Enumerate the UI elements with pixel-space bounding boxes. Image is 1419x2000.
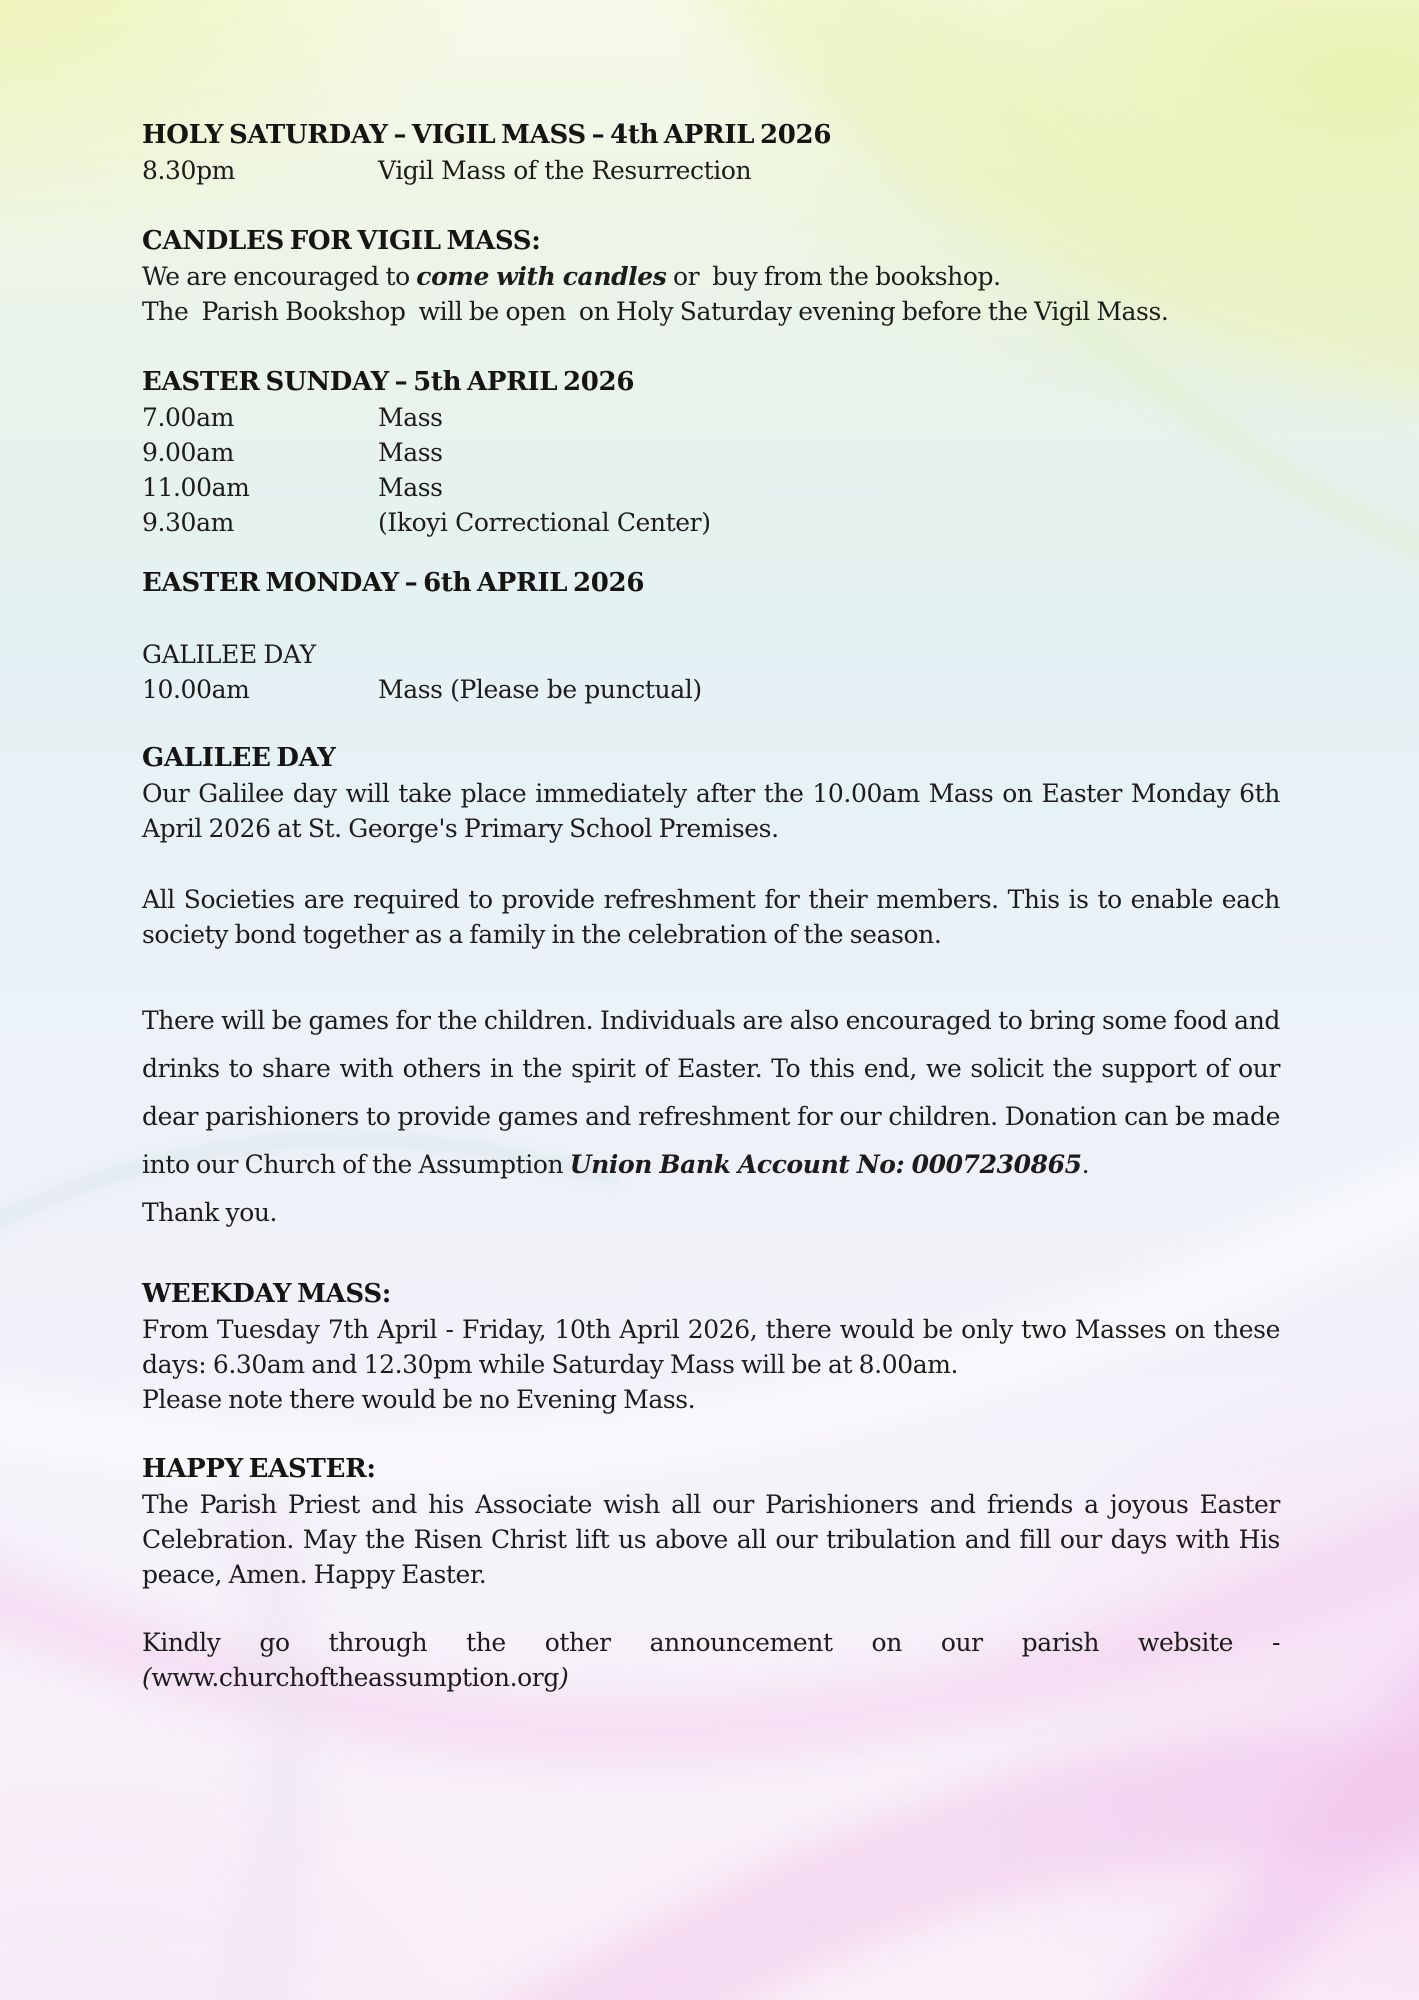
no-evening-mass-note: Please note there would be no Evening Mass. xyxy=(142,1385,696,1414)
candles-heading: CANDLES FOR VIGIL MASS: xyxy=(142,226,541,256)
candles-emphasis: come with candles xyxy=(416,262,667,291)
candles-line-2: The Parish Bookshop will be open on Holy Saturday evening before the Vigil Mass. xyxy=(142,297,1169,326)
bank-account-emphasis: Union Bank Account No: 0007230865 xyxy=(569,1150,1082,1179)
schedule-time: 10.00am xyxy=(142,675,250,704)
candles-intro: We are encouraged to xyxy=(142,262,417,291)
easter-sunday-schedule-row xyxy=(142,400,1280,435)
schedule-desc: Mass (Please be punctual) xyxy=(378,675,702,704)
schedule-desc: (Ikoyi Correctional Center) xyxy=(378,508,711,537)
holy-saturday-heading: HOLY SATURDAY – VIGIL MASS – 4th APRIL 2026 xyxy=(142,120,832,150)
easter-sunday-schedule-row xyxy=(142,505,1280,540)
schedule-time: 9.30am xyxy=(142,508,234,537)
societies-paragraph: All Societies are required to provide refreshment for their members. This is to enable each society bond together as a family in the celebration of the season. xyxy=(142,885,1280,949)
games-paragraph xyxy=(142,997,1280,1189)
closing-paragraph xyxy=(142,1625,1280,1695)
schedule-time: 9.00am xyxy=(142,438,234,467)
games-text: There will be games for the children. Individuals are also encouraged to bring some food and drinks to share with others in the spirit of Easter. To this end, we solicit the support of our dear parishioners to provide games and refreshment for our children. Donation can be made into our Church of the Assumption xyxy=(142,1006,1280,1179)
galilee-day-heading: GALILEE DAY xyxy=(142,743,336,773)
schedule-desc: Mass xyxy=(378,438,443,467)
thank-you-line: Thank you. xyxy=(142,1198,278,1227)
easter-sunday-schedule-row xyxy=(142,435,1280,470)
candles-intro-end: or buy from the bookshop. xyxy=(666,262,1001,291)
parish-website-url: www.churchoftheassumption.org xyxy=(151,1663,559,1692)
easter-monday-schedule-row xyxy=(142,672,1280,707)
games-text-end: . xyxy=(1081,1150,1090,1179)
closing-paren-open: ( xyxy=(142,1663,152,1692)
schedule-desc: Vigil Mass of the Resurrection xyxy=(378,156,752,185)
schedule-desc: Mass xyxy=(378,473,443,502)
happy-easter-paragraph: The Parish Priest and his Associate wish all our Parishioners and friends a joyous Easter Celebration. May the Risen Christ lift us above all our tribulation and fill our days with His peace, Amen. Happy Easter. xyxy=(142,1490,1280,1589)
schedule-desc: Mass xyxy=(378,403,443,432)
easter-sunday-heading: EASTER SUNDAY – 5th APRIL 2026 xyxy=(142,367,635,397)
schedule-time: 8.30pm xyxy=(142,156,235,185)
schedule-time: 11.00am xyxy=(142,473,250,502)
easter-monday-heading: EASTER MONDAY – 6th APRIL 2026 xyxy=(142,568,645,598)
holy-saturday-schedule-row xyxy=(142,153,1280,188)
galilee-venue-paragraph: Our Galilee day will take place immediately after the 10.00am Mass on Easter Monday 6th April 2026 at St. George's Primary School Premises. xyxy=(142,779,1280,843)
schedule-time: 7.00am xyxy=(142,403,234,432)
galilee-day-subheading: GALILEE DAY xyxy=(142,640,316,669)
weekday-mass-heading: WEEKDAY MASS: xyxy=(142,1279,392,1309)
candles-line-1 xyxy=(142,259,1280,294)
happy-easter-heading: HAPPY EASTER: xyxy=(142,1454,376,1484)
weekday-mass-paragraph: From Tuesday 7th April - Friday, 10th April 2026, there would be only two Masses on these days: 6.30am and 12.30pm while Saturday Mass will be at 8.00am. xyxy=(142,1315,1280,1379)
easter-sunday-schedule-row xyxy=(142,470,1280,505)
closing-text: Kindly go through the other announcement on our parish website - xyxy=(142,1628,1280,1657)
closing-paren-close: ) xyxy=(558,1663,569,1692)
